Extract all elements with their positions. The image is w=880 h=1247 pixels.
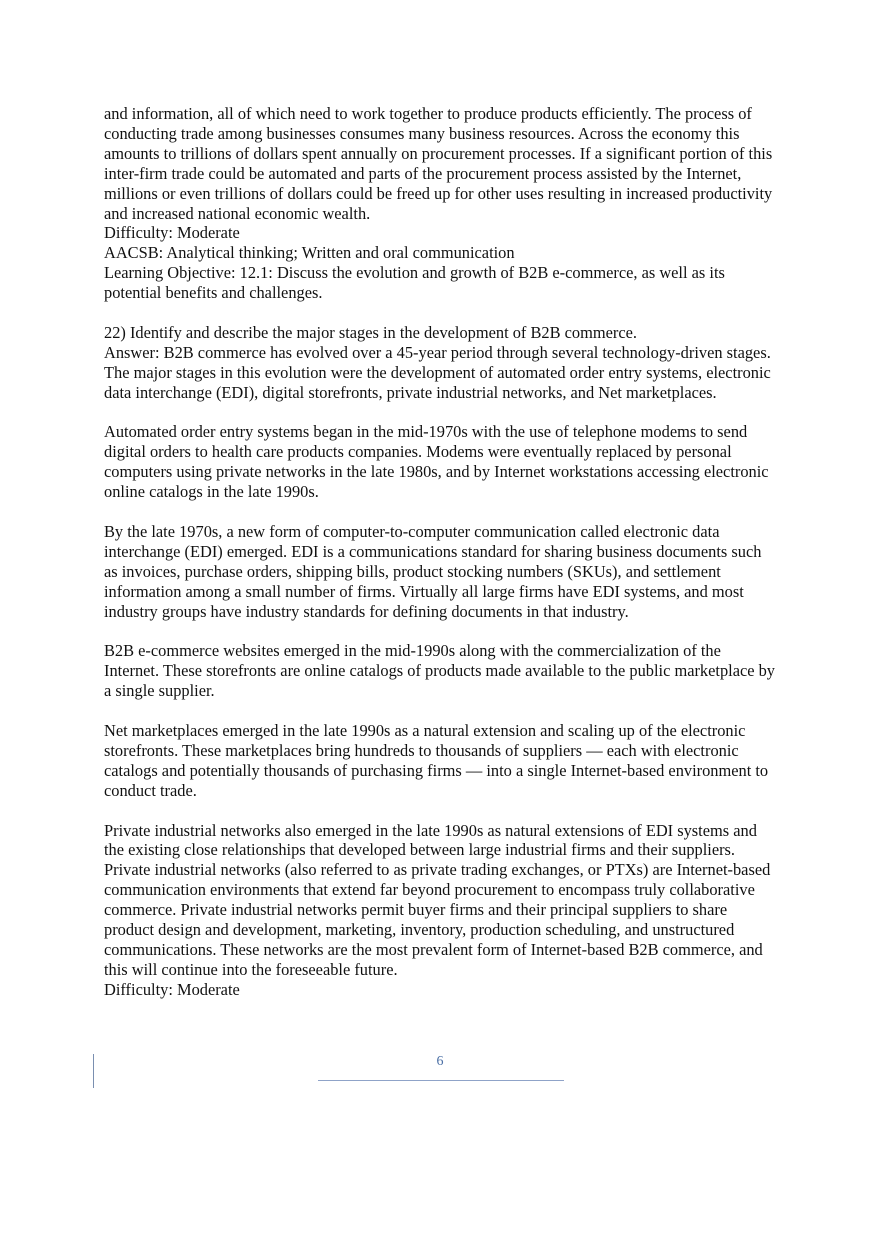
difficulty-line: Difficulty: Moderate — [104, 223, 240, 243]
spacer — [104, 303, 776, 323]
document-body — [104, 104, 776, 1000]
spacer — [104, 502, 776, 522]
answer-text: Answer: B2B commerce has evolved over a 45-year period through several technology-driven stages. The major stages in this evolution were the development of automated order entry systems, electronic data interchange (EDI), digital storefronts, private industrial networks, and Net marketplaces. — [104, 342, 771, 402]
question-text: 22) Identify and describe the major stages in the development of B2B commerce. — [104, 322, 637, 342]
footer-rule — [318, 1080, 564, 1081]
answer-paragraph-order-entry: Automated order entry systems began in the mid-1970s with the use of telephone modems to send digital orders to health care products companies. Modems were eventually replaced by personal computers using private networks in the late 1980s, and by Internet workstations accessing electronic online catalogs in the late 1990s. — [104, 422, 769, 502]
page-number: 6 — [436, 1054, 444, 1069]
footer-left-bar — [93, 1054, 94, 1088]
answer-paragraph-net-marketplaces: Net marketplaces emerged in the late 1990s as a natural extension and scaling up of the electronic storefronts. These marketplaces bring hundreds to thousands of suppliers — each with electronic catalogs and potentially thousands of purchasing firms — into a single Internet-based environment to conduct trade. — [104, 721, 769, 800]
difficulty-line: Difficulty: Moderate — [104, 979, 240, 999]
spacer — [104, 403, 776, 423]
answer-paragraph-private-networks: Private industrial networks also emerged in the late 1990s as natural extensions of EDI systems and the existing close relationships that developed between large industrial firms and their suppliers. Private industrial networks (also referred to as private trading exchanges, or PTXs) are Internet-based communication environments that extend far beyond procurement to encompass truly collaborative commerce. Private industrial networks permit buyer firms and their principal suppliers to share product design and development, marketing, inventory, production scheduling, and unstructured communications. These networks are the most prevalent form of Internet-based B2B commerce, and this will continue into the foreseeable future. — [104, 820, 771, 979]
answer-paragraph-edi: By the late 1970s, a new form of computer-to-computer communication called electronic data interchange (EDI) emerged. EDI is a communications standard for sharing business documents such as invoices, purchase orders, shipping bills, product stocking numbers (SKUs), and settlement information among a small number of firms. Virtually all large firms have EDI systems, and most industry groups have industry standards for defining documents in that industry. — [104, 521, 762, 621]
answer-paragraph-storefronts: B2B e-commerce websites emerged in the mid-1990s along with the commercialization of the Internet. These storefronts are online catalogs of products made available to the public marketplace by a single supplier. — [104, 641, 776, 701]
aacsb-line: AACSB: Analytical thinking; Written and oral communication — [104, 243, 515, 263]
spacer — [104, 701, 776, 721]
spacer — [104, 622, 776, 642]
spacer — [104, 801, 776, 821]
learning-objective-line: Learning Objective: 12.1: Discuss the evolution and growth of B2B e-commerce, as well as its potential benefits and challenges. — [104, 263, 725, 303]
intro-paragraph: and information, all of which need to work together to produce products efficiently. The process of conducting trade among businesses consumes many business resources. Across the economy this amounts to trillions of dollars spent annually on procurement processes. If a significant portion of this inter-firm trade could be automated and parts of the procurement process assisted by the Internet, millions or even trillions of dollars could be freed up for other uses resulting in increased productivity and increased national economic wealth. — [104, 104, 773, 223]
